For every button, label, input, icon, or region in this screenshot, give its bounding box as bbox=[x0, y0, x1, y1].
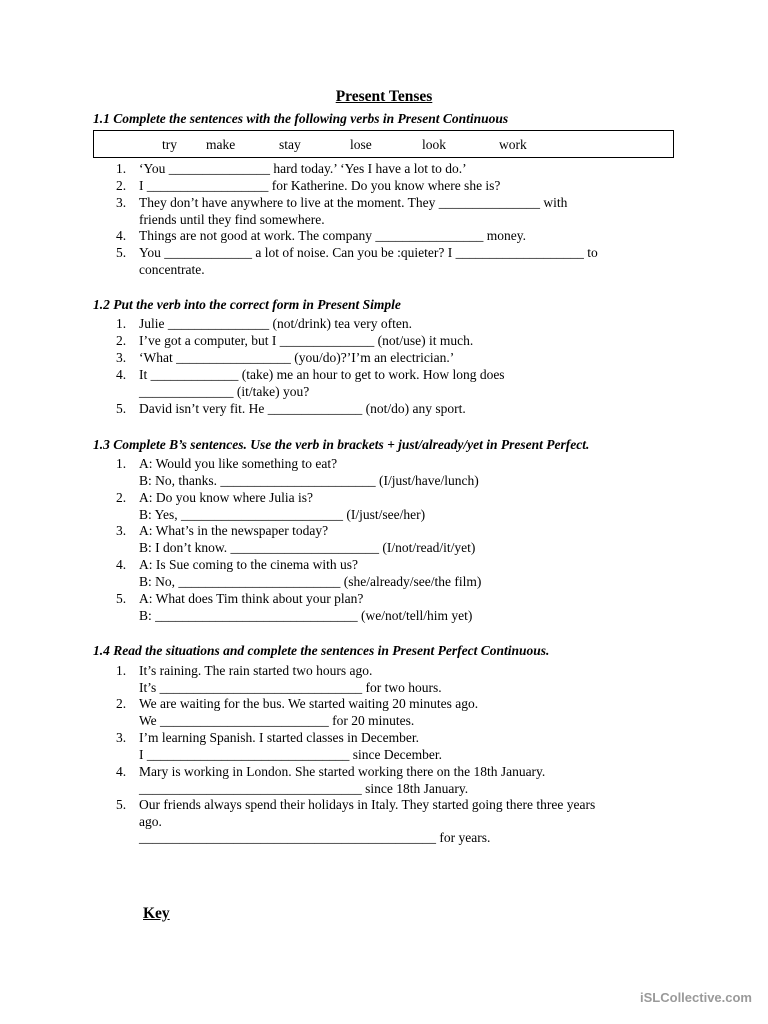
item-text: A: What does Tim think about your plan? bbox=[139, 591, 364, 606]
item-text: It’s raining. The rain started two hours ago. bbox=[139, 663, 373, 678]
item-number: 2. bbox=[116, 178, 127, 193]
verb-word: work bbox=[499, 137, 527, 152]
section-3-heading: 1.3 Complete B’s sentences. Use the verb in brackets + just/already/yet in Present Perfect. bbox=[93, 437, 590, 452]
item-text: ____________________________________________ for years. bbox=[139, 830, 491, 846]
item-number: 3. bbox=[116, 730, 127, 745]
section-1-heading: 1.1 Complete the sentences with the following verbs in Present Continuous bbox=[93, 111, 509, 126]
item-number: 5. bbox=[116, 245, 127, 260]
item-number: 2. bbox=[116, 490, 127, 505]
item-text: A: Do you know where Julia is? bbox=[139, 490, 313, 505]
item-text: friends until they find somewhere. bbox=[139, 211, 325, 227]
item-number: 1. bbox=[116, 316, 127, 331]
item-number: 3. bbox=[116, 523, 127, 538]
verb-word: lose bbox=[350, 137, 372, 152]
item-text: I __________________ for Katherine. Do you know where she is? bbox=[139, 178, 501, 193]
item-text: They don’t have anywhere to live at the moment. They _______________ with bbox=[139, 195, 568, 210]
item-text: ‘What _________________ (you/do)?’I’m an electrician.’ bbox=[139, 350, 455, 365]
item-text: A: What’s in the newspaper today? bbox=[139, 523, 329, 538]
item-number: 5. bbox=[116, 797, 127, 812]
item-number: 4. bbox=[116, 367, 127, 382]
item-number: 1. bbox=[116, 663, 127, 678]
verb-word: make bbox=[206, 137, 236, 152]
item-text: Things are not good at work. The company ________________ money. bbox=[139, 228, 526, 243]
verb-word: stay bbox=[279, 137, 301, 152]
item-number: 4. bbox=[116, 764, 127, 779]
verb-box bbox=[93, 130, 674, 158]
item-text: ______________ (it/take) you? bbox=[139, 383, 310, 399]
item-text: B: No, thanks. _______________________ (I/just/have/lunch) bbox=[139, 472, 479, 488]
item-number: 2. bbox=[116, 333, 127, 348]
item-text: Mary is working in London. She started working there on the 18th January. bbox=[139, 764, 546, 779]
item-text: You _____________ a lot of noise. Can you be :quieter? I ___________________ to bbox=[139, 245, 598, 260]
item-text: We _________________________ for 20 minutes. bbox=[139, 712, 415, 728]
item-text: I’m learning Spanish. I started classes in December. bbox=[139, 730, 420, 745]
item-number: 2. bbox=[116, 696, 127, 711]
item-number: 4. bbox=[116, 557, 127, 572]
item-text: concentrate. bbox=[139, 261, 205, 277]
item-text: ago. bbox=[139, 813, 162, 829]
item-text: B: Yes, ________________________ (I/just/see/her) bbox=[139, 506, 426, 522]
verb-word: look bbox=[422, 137, 447, 152]
section-2-heading: 1.2 Put the verb into the correct form in Present Simple bbox=[93, 297, 401, 312]
item-text: Julie _______________ (not/drink) tea very often. bbox=[139, 316, 412, 331]
item-text: It’s ______________________________ for two hours. bbox=[139, 679, 442, 695]
verb-word: try bbox=[162, 137, 177, 152]
item-text: I ______________________________ since December. bbox=[139, 746, 442, 762]
item-text: _________________________________ since 18th January. bbox=[139, 780, 469, 796]
item-text: David isn’t very fit. He ______________ (not/do) any sport. bbox=[139, 401, 466, 416]
item-number: 1. bbox=[116, 161, 127, 176]
item-text: I’ve got a computer, but I ______________ (not/use) it much. bbox=[139, 333, 474, 348]
item-number: 3. bbox=[116, 350, 127, 365]
page-title: Present Tenses bbox=[335, 88, 433, 105]
answer-key-heading: Key bbox=[143, 905, 170, 922]
item-number: 5. bbox=[116, 401, 127, 416]
item-number: 1. bbox=[116, 456, 127, 471]
item-number: 5. bbox=[116, 591, 127, 606]
item-text: We are waiting for the bus. We started waiting 20 minutes ago. bbox=[139, 696, 479, 711]
site-watermark: iSLCollective.com bbox=[640, 990, 752, 1005]
item-number: 3. bbox=[116, 195, 127, 210]
item-text: It _____________ (take) me an hour to get to work. How long does bbox=[139, 367, 505, 382]
item-text: B: ______________________________ (we/not/tell/him yet) bbox=[139, 607, 473, 623]
item-text: Our friends always spend their holidays in Italy. They started going there three years bbox=[139, 797, 596, 812]
item-text: B: No, ________________________ (she/already/see/the film) bbox=[139, 573, 482, 589]
item-text: A: Is Sue coming to the cinema with us? bbox=[139, 557, 358, 572]
section-4-heading: 1.4 Read the situations and complete the sentences in Present Perfect Continuous. bbox=[93, 643, 550, 658]
item-number: 4. bbox=[116, 228, 127, 243]
item-text: ‘You _______________ hard today.’ ‘Yes I have a lot to do.’ bbox=[139, 161, 467, 176]
item-text: B: I don’t know. ______________________ (I/not/read/it/yet) bbox=[139, 539, 476, 555]
item-text: A: Would you like something to eat? bbox=[139, 456, 338, 471]
